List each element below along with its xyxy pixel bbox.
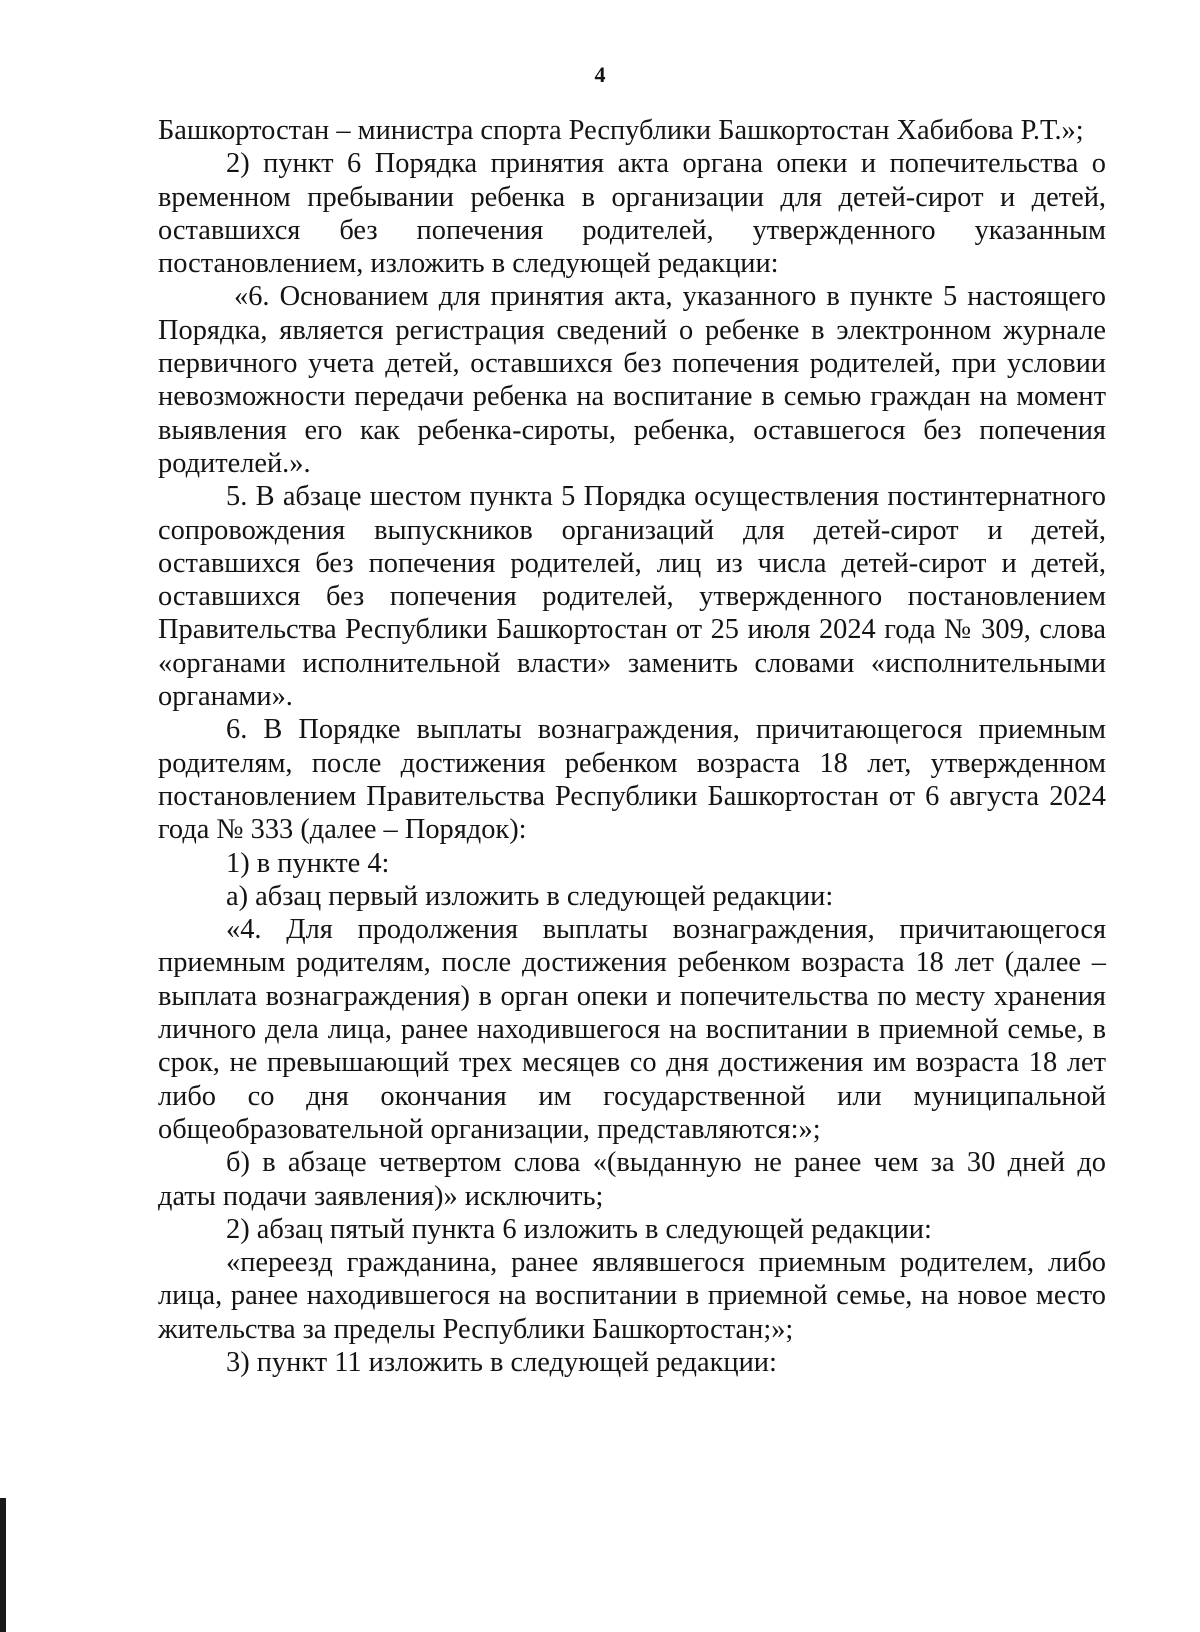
document-body — [158, 114, 1106, 1379]
page-number: 4 — [594, 62, 606, 87]
paragraph-quote-4: «4. Для продолжения выплаты вознаграждения, причитающегося приемным родителям, после достижения ребенком возраста 18 лет (далее – выплата вознаграждения) в орган опеки и попечительства по месту хранения личного дела лица, ранее находившегося на воспитании в приемной семье, в срок, не превышающий трех месяцев со дня достижения им возраста 18 лет либо со дня окончания им государственной или муниципальной общеобразовательной организации, представляются:»; — [158, 914, 1106, 1145]
paragraph-subitem-a: а) абзац первый изложить в следующей редакции: — [226, 880, 834, 912]
paragraph-subitem-1: 1) в пункте 4: — [226, 847, 390, 879]
scan-edge-mark — [0, 1498, 6, 1632]
paragraph-subitem-2: 2) абзац пятый пункта 6 изложить в следующей редакции: — [226, 1213, 932, 1245]
paragraph-subitem-b: б) в абзаце четвертом слова «(выданную не ранее чем за 30 дней до даты подачи заявления)» исключить; — [158, 1147, 1106, 1212]
paragraph-item-2: 2) пункт 6 Порядка принятия акта органа опеки и попечительства о временном пребывании ребенка в организации для детей-сирот и детей, оставшихся без попечения родителей, утвержденного указанным постановлением, изложить в следующей редакции: — [158, 148, 1106, 280]
paragraph-section-5: 5. В абзаце шестом пункта 5 Порядка осуществления постинтернатного сопровождения выпускников организаций для детей-сирот и детей, оставшихся без попечения родителей, лиц из числа детей-сирот и детей, оставшихся без попечения родителей, утвержденного постановлением Правительства Республики Башкортостан от 25 июля 2024 года № 309, слова «органами исполнительной власти» заменить словами «исполнительными органами». — [158, 481, 1106, 713]
paragraph-subitem-3: 3) пункт 11 изложить в следующей редакции: — [226, 1346, 777, 1378]
paragraph-section-6: 6. В Порядке выплаты вознаграждения, причитающегося приемным родителям, после достижения ребенком возраста 18 лет, утвержденном постановлением Правительства Республики Башкортостан от 6 августа 2024 года № 333 (далее – Порядок): — [158, 714, 1106, 846]
paragraph-quote-6: «6. Основанием для принятия акта, указанного в пункте 5 настоящего Порядка, является регистрация сведений о ребенке в электронном журнале первичного учета детей, оставшихся без попечения родителей, при условии невозможности передачи ребенка на воспитание в семью граждан на момент выявления его как ребенка-сироты, ребенка, оставшегося без попечения родителей.». — [158, 281, 1106, 479]
paragraph-quote-move: «переезд гражданина, ранее являвшегося приемным родителем, либо лица, ранее находившегося на воспитании в приемной семье, на новое место жительства за пределы Республики Башкортостан;»; — [158, 1247, 1106, 1345]
paragraph-continuation: Башкортостан – министра спорта Республики Башкортостан Хабибова Р.Т.»; — [158, 115, 1084, 146]
